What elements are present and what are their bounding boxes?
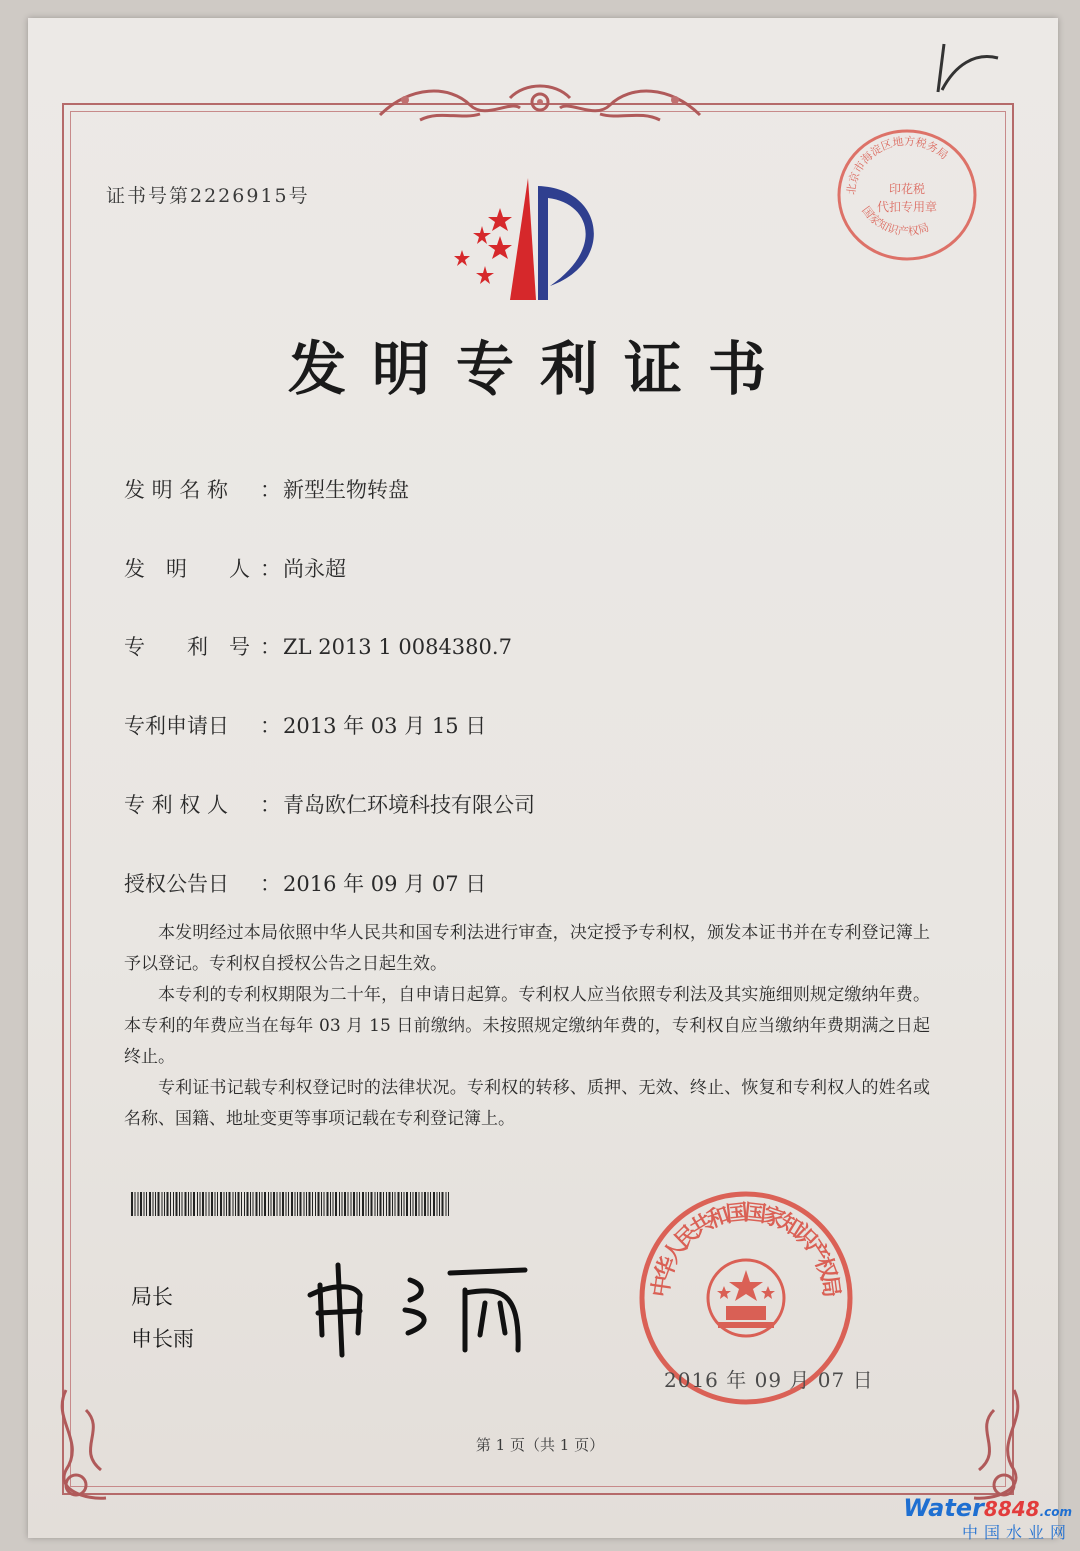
- barcode-bar: [140, 1192, 142, 1216]
- tax-stamp: [832, 125, 982, 265]
- barcode-bar: [380, 1192, 382, 1216]
- barcode-bar: [277, 1192, 278, 1216]
- barcode-bar: [282, 1192, 284, 1216]
- field-label: 专 利 权 人: [124, 793, 229, 817]
- barcode-bar: [304, 1192, 305, 1216]
- barcode-bar: [424, 1192, 426, 1216]
- barcode-bar: [173, 1192, 174, 1216]
- barcode-bar: [158, 1192, 160, 1216]
- barcode-bar: [446, 1192, 447, 1216]
- barcode-bar: [415, 1192, 417, 1216]
- watermark-suffix: .com: [1039, 1505, 1072, 1519]
- barcode-bar: [179, 1192, 180, 1216]
- barcode-bar: [442, 1192, 444, 1216]
- barcode-bar: [368, 1192, 369, 1216]
- barcode-bar: [229, 1192, 231, 1216]
- barcode-bar: [206, 1192, 207, 1216]
- barcode-bar: [233, 1192, 234, 1216]
- barcode-bar: [406, 1192, 408, 1216]
- barcode-bar: [422, 1192, 423, 1216]
- body-paragraph: 本专利的专利权期限为二十年，自申请日起算。专利权人应当依照专利法及其实施细则规定缴纳年费。本专利的年费应当在每年 03 月 15 日前缴纳。未按照规定缴纳年费的，专利权自应当缴纳年费期满之日起终止。: [124, 985, 930, 1067]
- barcode-bar: [300, 1192, 302, 1216]
- barcode-bar: [448, 1192, 449, 1216]
- barcode-bar: [191, 1192, 192, 1216]
- barcode-bar: [348, 1192, 349, 1216]
- watermark-brand: Water: [903, 1494, 984, 1522]
- barcode-bar: [153, 1192, 154, 1216]
- director-block: [131, 1276, 194, 1360]
- director-title: 局长: [131, 1285, 173, 1309]
- barcode-bar: [344, 1192, 346, 1216]
- body-paragraph: 本发明经过本局依照中华人民共和国专利法进行审查，决定授予专利权，颁发本证书并在专利登记簿上予以登记。专利权自授权公告之日起生效。: [124, 923, 930, 974]
- certificate-number: 证书号第2226915号: [106, 185, 310, 207]
- field-value: 2013 年 03 月 15 日: [283, 714, 487, 738]
- barcode-bar: [410, 1192, 411, 1216]
- barcode-bar: [342, 1192, 343, 1216]
- svg-text:印花税: 印花税: [888, 182, 926, 196]
- director-name: 申长雨: [131, 1327, 194, 1351]
- barcode-bar: [357, 1192, 358, 1216]
- field-application-date: 专利申请日 ：2013 年 03 月 15 日: [124, 710, 486, 740]
- barcode-bar: [395, 1192, 396, 1216]
- barcode-bar: [437, 1192, 438, 1216]
- barcode-bar: [439, 1192, 440, 1216]
- barcode-bar: [170, 1192, 171, 1216]
- director-signature: [300, 1255, 540, 1365]
- barcode-bar: [244, 1192, 245, 1216]
- field-label: 授权公告日: [124, 872, 229, 896]
- barcode-bar: [176, 1192, 178, 1216]
- barcode-bar: [295, 1192, 296, 1216]
- barcode-bar: [250, 1192, 251, 1216]
- barcode: [131, 1192, 451, 1216]
- svg-text:北京市海淀区地方税务局: 北京市海淀区地方税务局: [844, 134, 951, 196]
- barcode-bar: [306, 1192, 307, 1216]
- barcode-bar: [389, 1192, 391, 1216]
- barcode-bar: [262, 1192, 263, 1216]
- barcode-bar: [398, 1192, 400, 1216]
- field-patent-number: 专 利 号 ：ZL 2013 1 0084380.7: [124, 631, 512, 661]
- barcode-bar: [235, 1192, 236, 1216]
- barcode-bar: [238, 1192, 240, 1216]
- barcode-bar: [288, 1192, 289, 1216]
- barcode-bar: [264, 1192, 266, 1216]
- barcode-bar: [131, 1192, 133, 1216]
- barcode-bar: [315, 1192, 316, 1216]
- barcode-bar: [339, 1192, 340, 1216]
- barcode-bar: [211, 1192, 213, 1216]
- barcode-bar: [256, 1192, 258, 1216]
- barcode-bar: [312, 1192, 313, 1216]
- barcode-bar: [149, 1192, 151, 1216]
- barcode-bar: [392, 1192, 393, 1216]
- barcode-bar: [202, 1192, 204, 1216]
- body-paragraph: 专利证书记载专利权登记时的法律状况。专利权的转移、质押、无效、终止、恢复和专利权人的姓名或名称、国籍、地址变更等事项记载在专利登记簿上。: [124, 1078, 930, 1129]
- barcode-bar: [215, 1192, 216, 1216]
- barcode-bar: [327, 1192, 329, 1216]
- barcode-bar: [353, 1192, 355, 1216]
- barcode-bar: [419, 1192, 420, 1216]
- barcode-bar: [401, 1192, 402, 1216]
- certificate-body: [124, 918, 930, 1135]
- barcode-bar: [200, 1192, 201, 1216]
- field-patentee: 专 利 权 人 ：青岛欧仁环境科技有限公司: [124, 789, 535, 819]
- barcode-bar: [155, 1192, 156, 1216]
- barcode-bar: [226, 1192, 227, 1216]
- barcode-bar: [291, 1192, 293, 1216]
- svg-text:中华人民共和国国家知识产权局: 中华人民共和国国家知识产权局: [648, 1200, 844, 1300]
- field-grant-date: 授权公告日 ：2016 年 09 月 07 日: [124, 868, 486, 898]
- barcode-bar: [164, 1192, 165, 1216]
- barcode-bar: [259, 1192, 260, 1216]
- svg-text:国家知识产权局: 国家知识产权局: [859, 203, 931, 239]
- barcode-bar: [383, 1192, 384, 1216]
- field-invention-name: 发 明 名 称 ：新型生物转盘: [124, 474, 409, 504]
- field-label: 专 利 号: [124, 635, 250, 659]
- barcode-bar: [188, 1192, 189, 1216]
- barcode-bar: [268, 1192, 269, 1216]
- barcode-bar: [377, 1192, 378, 1216]
- page-number: 第 1 页（共 1 页）: [475, 1436, 605, 1454]
- barcode-bar: [430, 1192, 431, 1216]
- top-ornament: [360, 80, 720, 130]
- watermark-number: 8848: [983, 1497, 1040, 1521]
- barcode-bar: [286, 1192, 287, 1216]
- barcode-bar: [185, 1192, 187, 1216]
- barcode-bar: [138, 1192, 139, 1216]
- barcode-bar: [413, 1192, 414, 1216]
- watermark-subtitle: 中国水业网: [961, 1523, 1072, 1542]
- field-value: 2016 年 09 月 07 日: [283, 872, 487, 896]
- barcode-bar: [220, 1192, 222, 1216]
- barcode-bar: [351, 1192, 352, 1216]
- barcode-bar: [146, 1192, 147, 1216]
- certificate-title: 发明专利证书: [287, 335, 792, 403]
- field-label: 发 明 名 称: [124, 478, 229, 502]
- barcode-bar: [433, 1192, 435, 1216]
- field-inventor: 发 明 人 ：尚永超: [124, 553, 346, 583]
- barcode-bar: [330, 1192, 331, 1216]
- barcode-bar: [271, 1192, 272, 1216]
- barcode-bar: [375, 1192, 376, 1216]
- field-label: 发 明 人: [124, 557, 250, 581]
- barcode-bar: [144, 1192, 145, 1216]
- handwritten-mark: [930, 40, 1010, 100]
- svg-text:代扣专用章: 代扣专用章: [876, 200, 938, 214]
- barcode-bar: [209, 1192, 210, 1216]
- barcode-bar: [428, 1192, 429, 1216]
- barcode-bar: [162, 1192, 163, 1216]
- barcode-bar: [333, 1192, 334, 1216]
- barcode-bar: [273, 1192, 275, 1216]
- barcode-bar: [371, 1192, 373, 1216]
- watermark: [903, 1494, 1072, 1543]
- barcode-bar: [135, 1192, 136, 1216]
- field-label: 专利申请日: [124, 714, 229, 738]
- barcode-bar: [362, 1192, 364, 1216]
- barcode-bar: [366, 1192, 367, 1216]
- field-value: 青岛欧仁环境科技有限公司: [283, 793, 535, 817]
- barcode-bar: [297, 1192, 298, 1216]
- barcode-bar: [309, 1192, 311, 1216]
- barcode-bar: [193, 1192, 195, 1216]
- barcode-bar: [404, 1192, 405, 1216]
- barcode-bar: [217, 1192, 218, 1216]
- barcode-bar: [253, 1192, 254, 1216]
- barcode-bar: [386, 1192, 387, 1216]
- field-value: ZL 2013 1 0084380.7: [283, 635, 512, 659]
- barcode-bar: [280, 1192, 281, 1216]
- seal-date: 2016 年 09 月 07 日: [664, 1368, 874, 1392]
- barcode-bar: [335, 1192, 337, 1216]
- barcode-bar: [359, 1192, 360, 1216]
- barcode-bar: [318, 1192, 320, 1216]
- barcode-bar: [247, 1192, 249, 1216]
- barcode-bar: [224, 1192, 225, 1216]
- barcode-bar: [321, 1192, 322, 1216]
- field-value: 尚永超: [283, 557, 346, 581]
- barcode-bar: [324, 1192, 325, 1216]
- barcode-bar: [167, 1192, 169, 1216]
- patent-office-logo-icon: [440, 178, 620, 308]
- barcode-bar: [197, 1192, 198, 1216]
- barcode-bar: [182, 1192, 183, 1216]
- barcode-bar: [241, 1192, 242, 1216]
- field-value: 新型生物转盘: [283, 478, 409, 502]
